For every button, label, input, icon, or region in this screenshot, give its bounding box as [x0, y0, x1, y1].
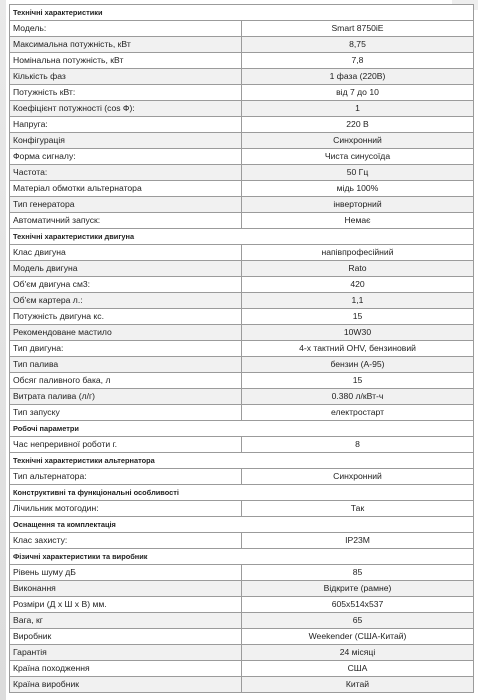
- spec-value: 65: [242, 613, 474, 629]
- section-header-row: [10, 517, 474, 533]
- spec-row: [10, 101, 474, 117]
- spec-row: [10, 293, 474, 309]
- spec-label: Розміри (Д х Ш х В) мм.: [10, 597, 242, 613]
- spec-label: Гарантія: [10, 645, 242, 661]
- spec-value: 7,8: [242, 53, 474, 69]
- spec-value: Rato: [242, 261, 474, 277]
- spec-value: 24 місяці: [242, 645, 474, 661]
- spec-row: [10, 197, 474, 213]
- spec-value: 605x514x537: [242, 597, 474, 613]
- section-title: Оснащення та комплектація: [10, 517, 474, 533]
- spec-value: 8,75: [242, 37, 474, 53]
- spec-row: [10, 389, 474, 405]
- spec-value: 420: [242, 277, 474, 293]
- section-title: Конструктивні та функціональні особливості: [10, 485, 474, 501]
- spec-label: Частота:: [10, 165, 242, 181]
- spec-value: інверторний: [242, 197, 474, 213]
- spec-value: 15: [242, 309, 474, 325]
- spec-row: [10, 149, 474, 165]
- section-header-row: [10, 485, 474, 501]
- spec-label: Максимальна потужність, кВт: [10, 37, 242, 53]
- spec-row: [10, 533, 474, 549]
- spec-value: 10W30: [242, 325, 474, 341]
- spec-value: 4-х тактний OHV, бензиновий: [242, 341, 474, 357]
- spec-label: Тип запуску: [10, 405, 242, 421]
- spec-row: [10, 277, 474, 293]
- spec-row: [10, 69, 474, 85]
- spec-value: США: [242, 661, 474, 677]
- spec-label: Тип палива: [10, 357, 242, 373]
- spec-value: напівпрофесійний: [242, 245, 474, 261]
- spec-row: [10, 373, 474, 389]
- spec-label: Об'єм двигуна см3:: [10, 277, 242, 293]
- spec-label: Країна виробник: [10, 677, 242, 693]
- spec-value: 50 Гц: [242, 165, 474, 181]
- spec-value: Китай: [242, 677, 474, 693]
- spec-label: Модель двигуна: [10, 261, 242, 277]
- spec-label: Клас захисту:: [10, 533, 242, 549]
- spec-row: [10, 357, 474, 373]
- spec-label: Форма сигналу:: [10, 149, 242, 165]
- spec-value: бензин (А-95): [242, 357, 474, 373]
- spec-label: Лічильник мотогодин:: [10, 501, 242, 517]
- spec-value: 1 фаза (220В): [242, 69, 474, 85]
- section-header-row: [10, 453, 474, 469]
- section-title: Технічні характеристики двигуна: [10, 229, 474, 245]
- spec-label: Номінальна потужність, кВт: [10, 53, 242, 69]
- spec-row: [10, 661, 474, 677]
- spec-table-body: [10, 5, 474, 693]
- spec-value: 1,1: [242, 293, 474, 309]
- spec-value: електростарт: [242, 405, 474, 421]
- spec-value: 15: [242, 373, 474, 389]
- spec-row: [10, 613, 474, 629]
- spec-label: Час непреривної роботи г.: [10, 437, 242, 453]
- spec-row: [10, 37, 474, 53]
- spec-row: [10, 85, 474, 101]
- spec-label: Виконання: [10, 581, 242, 597]
- spec-label: Об'єм картера л.:: [10, 293, 242, 309]
- spec-value: 8: [242, 437, 474, 453]
- spec-label: Потужність двигуна кс.: [10, 309, 242, 325]
- spec-label: Конфігурація: [10, 133, 242, 149]
- spec-row: [10, 645, 474, 661]
- spec-label: Автоматичний запуск:: [10, 213, 242, 229]
- spec-label: Потужність кВт:: [10, 85, 242, 101]
- spec-row: [10, 469, 474, 485]
- spec-row: [10, 581, 474, 597]
- spec-row: [10, 245, 474, 261]
- spec-label: Обсяг паливного бака, л: [10, 373, 242, 389]
- section-header-row: [10, 421, 474, 437]
- spec-label: Рекомендоване мастило: [10, 325, 242, 341]
- spec-label: Виробник: [10, 629, 242, 645]
- spec-value: Smart 8750iE: [242, 21, 474, 37]
- spec-row: [10, 181, 474, 197]
- spec-label: Вага, кг: [10, 613, 242, 629]
- spec-label: Напруга:: [10, 117, 242, 133]
- spec-row: [10, 133, 474, 149]
- spec-row: [10, 117, 474, 133]
- spec-value: 85: [242, 565, 474, 581]
- section-header-row: [10, 549, 474, 565]
- spec-row: [10, 501, 474, 517]
- spec-row: [10, 165, 474, 181]
- spec-label: Рівень шуму дБ: [10, 565, 242, 581]
- spec-label: Коефіцієнт потужності (cos Ф):: [10, 101, 242, 117]
- spec-label: Тип генератора: [10, 197, 242, 213]
- spec-row: [10, 677, 474, 693]
- spec-label: Країна походження: [10, 661, 242, 677]
- spec-label: Клас двигуна: [10, 245, 242, 261]
- spec-value: Чиста синусоїда: [242, 149, 474, 165]
- spec-label: Кількість фаз: [10, 69, 242, 85]
- spec-row: [10, 405, 474, 421]
- spec-row: [10, 309, 474, 325]
- spec-value: 220 В: [242, 117, 474, 133]
- spec-value: Немає: [242, 213, 474, 229]
- spec-value: IP23M: [242, 533, 474, 549]
- spec-value: Weekender (США-Китай): [242, 629, 474, 645]
- spec-label: Модель:: [10, 21, 242, 37]
- spec-row: [10, 597, 474, 613]
- spec-value: 0.380 л/кВт-ч: [242, 389, 474, 405]
- spec-value: 1: [242, 101, 474, 117]
- spec-label: Тип альтернатора:: [10, 469, 242, 485]
- spec-row: [10, 261, 474, 277]
- section-title: Технічні характеристики: [10, 5, 474, 21]
- spec-value: Відкрите (рамне): [242, 581, 474, 597]
- spec-value: мідь 100%: [242, 181, 474, 197]
- spec-row: [10, 325, 474, 341]
- spec-value: Так: [242, 501, 474, 517]
- spec-row: [10, 213, 474, 229]
- spec-row: [10, 629, 474, 645]
- spec-value: Синхронний: [242, 469, 474, 485]
- section-title: Фізичні характеристики та виробник: [10, 549, 474, 565]
- section-title: Технічні характеристики альтернатора: [10, 453, 474, 469]
- spec-row: [10, 53, 474, 69]
- spec-label: Витрата палива (л/г): [10, 389, 242, 405]
- spec-table-container: [9, 4, 474, 693]
- section-title: Робочі параметри: [10, 421, 474, 437]
- spec-row: [10, 437, 474, 453]
- section-header-row: [10, 229, 474, 245]
- spec-table: [9, 4, 474, 693]
- left-edge-shadow: [0, 0, 6, 700]
- spec-value: Синхронний: [242, 133, 474, 149]
- section-header-row: [10, 5, 474, 21]
- spec-label: Тип двигуна:: [10, 341, 242, 357]
- spec-label: Матеріал обмотки альтернатора: [10, 181, 242, 197]
- spec-value: від 7 до 10: [242, 85, 474, 101]
- spec-row: [10, 21, 474, 37]
- spec-row: [10, 341, 474, 357]
- spec-row: [10, 565, 474, 581]
